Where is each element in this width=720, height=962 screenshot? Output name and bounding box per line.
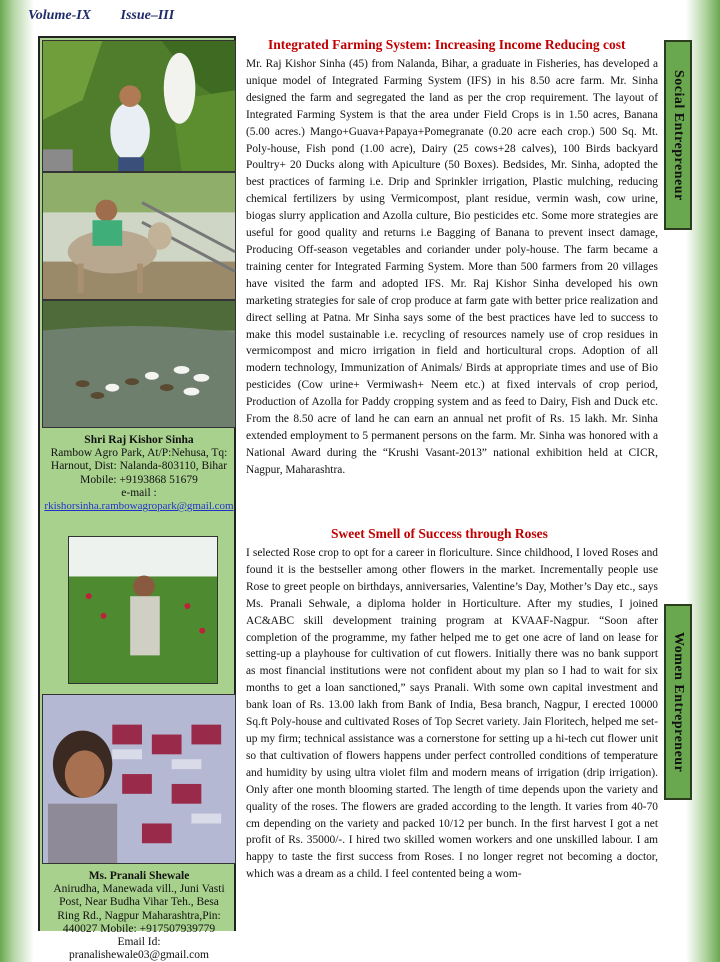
rose-crates-photo	[42, 694, 236, 864]
profile-email-label: Email Id:	[117, 936, 161, 949]
banana-farm-photo	[42, 40, 236, 172]
profile-email-label: e-mail :	[121, 486, 157, 499]
profile-name: Shri Raj Kishor Sinha	[84, 434, 194, 446]
volume-label: Volume-IX	[28, 8, 92, 23]
profile-email-link[interactable]: rkishorsinha.rambowagropark@gmail.com	[44, 500, 234, 513]
profile-mobile: Mobile: +9193868 51679	[80, 473, 198, 486]
article-body-integrated-farming: Mr. Raj Kishor Sinha (45) from Nalanda, Bihar, a graduate in Fisheries, has developed a unique model of Integrated Farming System (IFS) in his 8.50 acre farm. Mr. Sinha designed the farm and segregated the land as per the crop requirement. The layout of Integrated Farming System is that the area under Field Crops is in 1.50 acres, Banana (5.00 acres.) Mango+Guava+Papaya+Pomegranate (0.20 acre each crop.) 500 Sq. Mt. Poly-house, Fish pond (1.00 acre), Dairy (25 cows+28 calves), 100 Birds backyard Poultry+ 20 Ducks along with Apiculture (50 Boxes). Bedsides, Mr. Sinha, adopted the best practices of farming i.e. Drip and Sprinkler irrigation, Plastic mulching, reducing chemical fertilizers by using Vermicompost, plant residue, vermin wash, cow urine, biogas slurry application and Azolla culture, Bio pesticides etc. Some more strategies are useful for good quality and returns i.e Bagging of Banana to prevent insect damage, Producing Off-season vegetables and coriander under poly-house. The farm became a training center for Integrated Farming System. More than 500 farmers from 20 villages have visited the farm and adopted IFS. Mr. Raj Kishor Sinha developed his own marketing strategies for sale of crop produce at farm gate with better price realization and direct selling at Patna. Mr Sinha says some of the best practices have led to success to make this model sustainable i.e. recycling of resources namely use of crop residues in vermicompost and micro irrigation in field and horticultural crops. Adoption of all modern technology, Immunization of Animals/ Birds at appropriate times and use of Bio pesticides (Cow urine+ Vermiwash+ Neem etc.) at fixed intervals of crop period, Production of Azolla for Paddy cropping system and as feed to Dairy, Fish and Duck etc. From the 8.50 acre of land he can earn an annual net profit of Rs. 15 lakh. Mr. Sinha extended employment to 5 permanent persons on the farm. Mr. Sinha was honored with a National Award during the “Krushi Vasant-2013” national exhibition held at CICR, Nagpur, Maharashtra.	[246, 58, 658, 476]
profile-email[interactable]: pranalishewale03@gmail.com	[69, 949, 209, 962]
duck-pond-photo	[42, 300, 236, 428]
article-title-roses: Sweet Smell of Success through Roses	[331, 526, 548, 541]
profile-address: Rambow Agro Park, At/P:Nehusa, Tq: Harnout, Dist: Nalanda-803110, Bihar	[50, 447, 228, 473]
profile-name: Ms. Pranali Shewale	[88, 870, 190, 882]
section-label-text: Women Entrepreneur	[671, 631, 686, 773]
profile-shewale	[40, 870, 238, 962]
profile-address: Anirudha, Manewada vill., Juni Vasti Post, Near Budha Vihar Teh., Besa Ring Rd., Nagpur Maharashtra,Pin: 440027 Mobile: +917507939779	[53, 883, 225, 935]
section-label-text: Social Entrepreneur	[671, 69, 686, 201]
dairy-calf-photo	[42, 172, 236, 300]
article-title-integrated-farming: Integrated Farming System: Increasing Income Reducing cost	[268, 37, 626, 52]
issue-header	[28, 8, 200, 24]
section-label-social	[664, 40, 692, 230]
profile-sinha	[40, 434, 238, 513]
sidebar	[38, 36, 236, 962]
section-label-women	[664, 604, 692, 800]
issue-label: Issue–III	[120, 8, 175, 23]
rose-polyhouse-photo	[68, 536, 218, 684]
article-body-roses: I selected Rose crop to opt for a career in floriculture. Since childhood, I loved Roses and found it is the bestseller among other flowers in the market. Incrementally people use Rose to greet people on birthdays, anniversaries, Valentine’s Day, Mother’s Day etc., says Ms. Pranali Sehwale, a diploma holder in Horticulture. After my studies, I joined AC&ABC skill development training program at KVAAF-Nagpur. “Soon after completion of the programme, my father helped me to get one acre of land on lease for setting-up a playhouse for cultivation of cut flowers. Initially there was no bank support as most financial institutions were not confident about my plan so I had to wait for six months to get a loan sanctioned,” says Pranali. With some own capital investment and bank loan of Rs. 13.00 lakh from Bank of India, Besa branch, Nagpur, I erected 10000 Sq.ft Poly-house and cultivated Roses of Top Secret variety. Jain Floritech, helped me set-up my firm; technical assistance was a cornerstone for setting up a hi-tech cut flower unit so that cultivation of flowers happens under perfect controlled conditions of temperature and humidity by using ultra violet film and modern means of irrigation (drip irrigation). Only after one month blooming started. The length of time depends upon the variety and quality of the roses. The flowers are graded according to the length. It varies from 40-70 cm depending on the variety and packed 10/12 per bunch. In the first harvest I got a net profit of Rs. 35000/-. I hired two skilled women workers and one unskilled labour. I am happy to taste the first success from Roses. I no longer regret not becoming a doctor, which was a dream as a child. I feel contented being a wom-	[246, 547, 658, 881]
